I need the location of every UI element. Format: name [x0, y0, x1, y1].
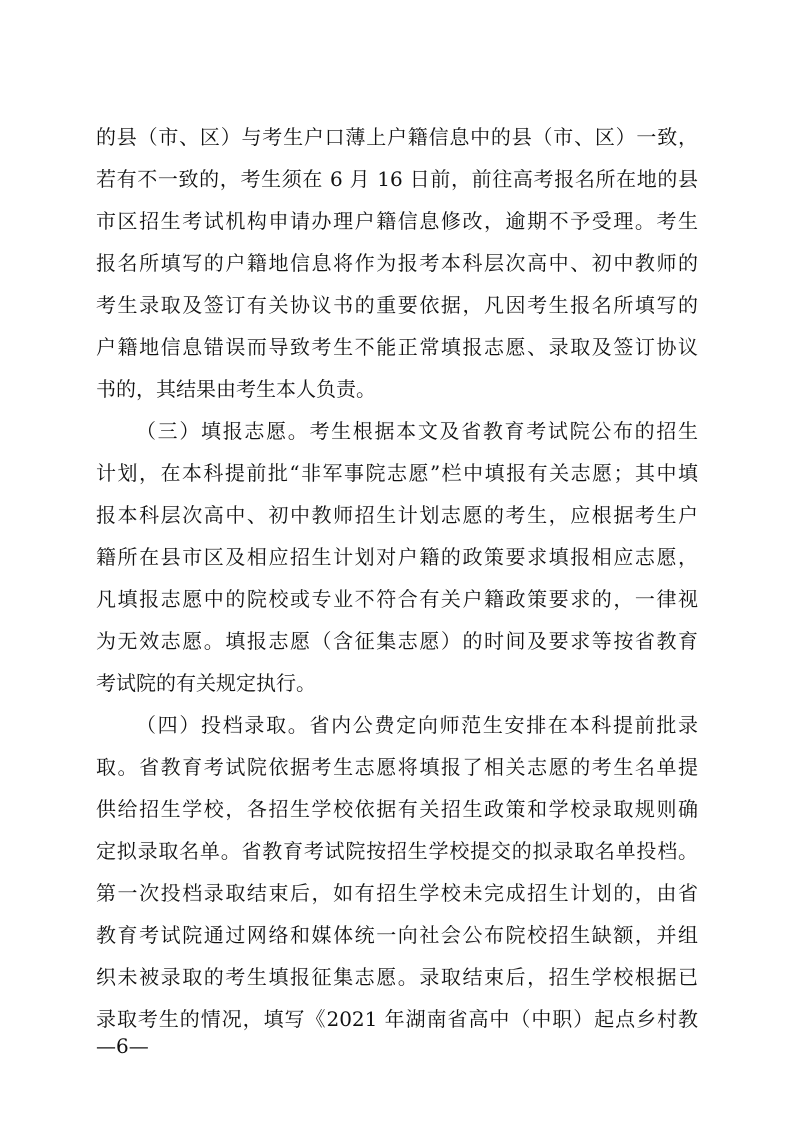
text-line: 的县（市、区）与考生户口薄上户籍信息中的县（市、区）一致， [96, 125, 698, 149]
text-line: 市区招生考试机构申请办理户籍信息修改，逾期不予受理。考生 [96, 209, 698, 233]
text-line: 考试院的有关规定执行。 [96, 671, 316, 695]
text-line: （四）投档录取。省内公费定向师范生安排在本科提前批录 [136, 713, 698, 737]
body-text [96, 116, 698, 1040]
text-line: 书的，其结果由考生本人负责。 [96, 377, 376, 401]
text-line: 取。省教育考试院依据考生志愿将填报了相关志愿的考生名单提 [96, 755, 698, 779]
page-number: —6— [96, 1034, 149, 1058]
text-line: 计划，在本科提前批“非军事院志愿”栏中填报有关志愿；其中填 [96, 461, 698, 485]
text-line: 供给招生学校，各招生学校依据有关招生政策和学校录取规则确 [96, 797, 698, 821]
text-line: 籍所在县市区及相应招生计划对户籍的政策要求填报相应志愿， [96, 545, 698, 569]
paragraph-p3 [96, 704, 698, 1040]
text-line: 为无效志愿。填报志愿（含征集志愿）的时间及要求等按省教育 [96, 629, 698, 653]
text-line: 报名所填写的户籍地信息将作为报考本科层次高中、初中教师的 [96, 251, 698, 275]
text-line: 户籍地信息错误而导致考生不能正常填报志愿、录取及签订协议 [96, 335, 698, 359]
text-line: 教育考试院通过网络和媒体统一向社会公布院校招生缺额，并组 [96, 923, 698, 947]
paragraph-p1 [96, 116, 698, 410]
text-line: （三）填报志愿。考生根据本文及省教育考试院公布的招生 [136, 419, 698, 443]
text-line: 录取考生的情况，填写《2021 年湖南省高中（中职）起点乡村教 [96, 1007, 698, 1031]
text-line: 织未被录取的考生填报征集志愿。录取结束后，招生学校根据已 [96, 965, 698, 989]
text-line: 凡填报志愿中的院校或专业不符合有关户籍政策要求的，一律视 [96, 587, 698, 611]
text-line: 报本科层次高中、初中教师招生计划志愿的考生，应根据考生户 [96, 503, 698, 527]
text-line: 定拟录取名单。省教育考试院按招生学校提交的拟录取名单投档。 [96, 839, 698, 863]
text-line: 考生录取及签订有关协议书的重要依据，凡因考生报名所填写的 [96, 293, 698, 317]
paragraph-p2 [96, 410, 698, 704]
text-line: 第一次投档录取结束后，如有招生学校未完成招生计划的，由省 [96, 881, 698, 905]
text-line: 若有不一致的，考生须在 6 月 16 日前，前往高考报名所在地的县 [96, 167, 698, 191]
